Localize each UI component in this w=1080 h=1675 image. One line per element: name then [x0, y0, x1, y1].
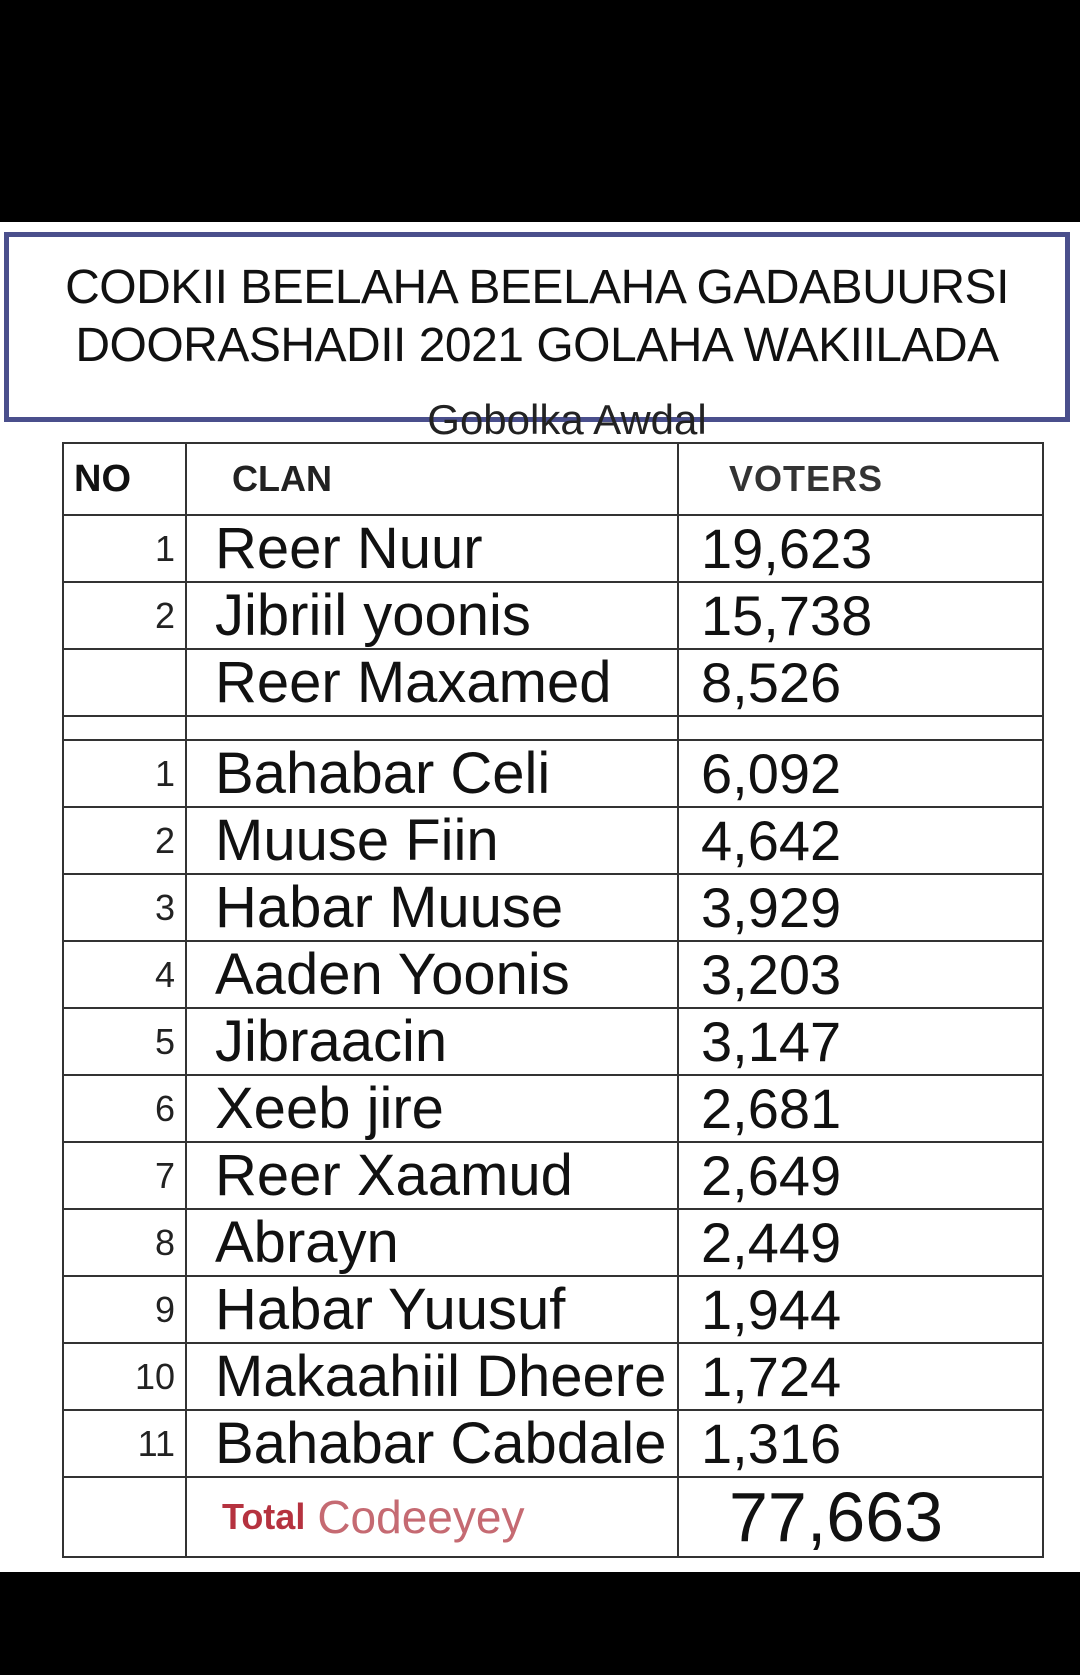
table-row — [64, 1076, 1042, 1143]
row-clan: Reer Xaamud — [187, 1143, 679, 1208]
table-row — [64, 650, 1042, 717]
row-no: 10 — [64, 1344, 187, 1409]
row-voters: 2,449 — [701, 1211, 842, 1274]
group-2-rows — [64, 741, 1042, 1478]
row-no: 2 — [64, 808, 187, 873]
row-voters: 1,316 — [701, 1412, 842, 1475]
row-voters: 1,724 — [701, 1345, 842, 1408]
total-label-cell — [187, 1478, 679, 1556]
table-row — [64, 875, 1042, 942]
row-clan: Muuse Fiin — [187, 808, 679, 873]
title-box — [4, 232, 1070, 443]
total-word: Total — [222, 1496, 306, 1537]
row-no: 4 — [64, 942, 187, 1007]
row-no: 8 — [64, 1210, 187, 1275]
row-no: 1 — [64, 516, 187, 581]
total-value: 77,663 — [729, 1478, 944, 1556]
separator-clan-cell — [187, 717, 679, 739]
row-no: 1 — [64, 741, 187, 806]
row-no: 2 — [64, 583, 187, 648]
row-no: 5 — [64, 1009, 187, 1074]
bottom-black-bar — [0, 1572, 1080, 1675]
table-row — [64, 1143, 1042, 1210]
table-row — [64, 741, 1042, 808]
row-voters: 15,738 — [701, 584, 873, 647]
row-voters: 2,649 — [701, 1144, 842, 1207]
table-row — [64, 1411, 1042, 1478]
document-sheet — [0, 222, 1080, 1572]
group-separator — [64, 717, 1042, 741]
table-row — [64, 808, 1042, 875]
region-subtitle: Gobolka Awdal — [427, 396, 707, 443]
table-header-row — [64, 442, 1042, 516]
total-row — [64, 1478, 1042, 1558]
row-clan: Makaahiil Dheere — [187, 1344, 679, 1409]
row-no: 6 — [64, 1076, 187, 1141]
table-row — [64, 1344, 1042, 1411]
row-voters: 2,681 — [701, 1077, 842, 1140]
table-row — [64, 1210, 1042, 1277]
row-no: 3 — [64, 875, 187, 940]
row-voters: 4,642 — [701, 809, 842, 872]
row-clan: Jibriil yoonis — [187, 583, 679, 648]
title-line-2: DOORASHADII 2021 GOLAHA WAKIILADA — [75, 319, 999, 372]
table-row — [64, 583, 1042, 650]
row-no — [64, 650, 187, 715]
row-no: 7 — [64, 1143, 187, 1208]
total-no-cell — [64, 1478, 187, 1556]
row-voters: 8,526 — [701, 651, 842, 714]
group-1-rows — [64, 516, 1042, 717]
row-clan: Reer Nuur — [187, 516, 679, 581]
row-voters: 3,147 — [701, 1010, 842, 1073]
row-no: 11 — [64, 1411, 187, 1476]
row-voters: 3,203 — [701, 943, 842, 1006]
row-voters: 1,944 — [701, 1278, 842, 1341]
row-clan: Abrayn — [187, 1210, 679, 1275]
row-no: 9 — [64, 1277, 187, 1342]
table-row — [64, 1277, 1042, 1344]
row-clan: Bahabar Celi — [187, 741, 679, 806]
separator-no-cell — [64, 717, 187, 739]
row-clan: Bahabar Cabdale — [187, 1411, 679, 1476]
row-clan: Aaden Yoonis — [187, 942, 679, 1007]
header-no: NO — [64, 444, 187, 514]
total-label: Codeeyey — [317, 1491, 525, 1543]
table-row — [64, 516, 1042, 583]
row-clan: Jibraacin — [187, 1009, 679, 1074]
row-voters: 6,092 — [701, 742, 842, 805]
separator-voters-cell — [679, 717, 1042, 739]
row-voters: 3,929 — [701, 876, 842, 939]
header-voters: VOTERS — [729, 458, 884, 499]
voters-table — [62, 442, 1044, 1558]
row-clan: Reer Maxamed — [187, 650, 679, 715]
table-row — [64, 942, 1042, 1009]
row-clan: Habar Muuse — [187, 875, 679, 940]
row-clan: Habar Yuusuf — [187, 1277, 679, 1342]
row-clan: Xeeb jire — [187, 1076, 679, 1141]
row-voters: 19,623 — [701, 517, 873, 580]
header-clan: CLAN — [187, 444, 679, 514]
title-line-1: CODKII BEELAHA BEELAHA GADABUURSI — [65, 261, 1009, 314]
table-row — [64, 1009, 1042, 1076]
